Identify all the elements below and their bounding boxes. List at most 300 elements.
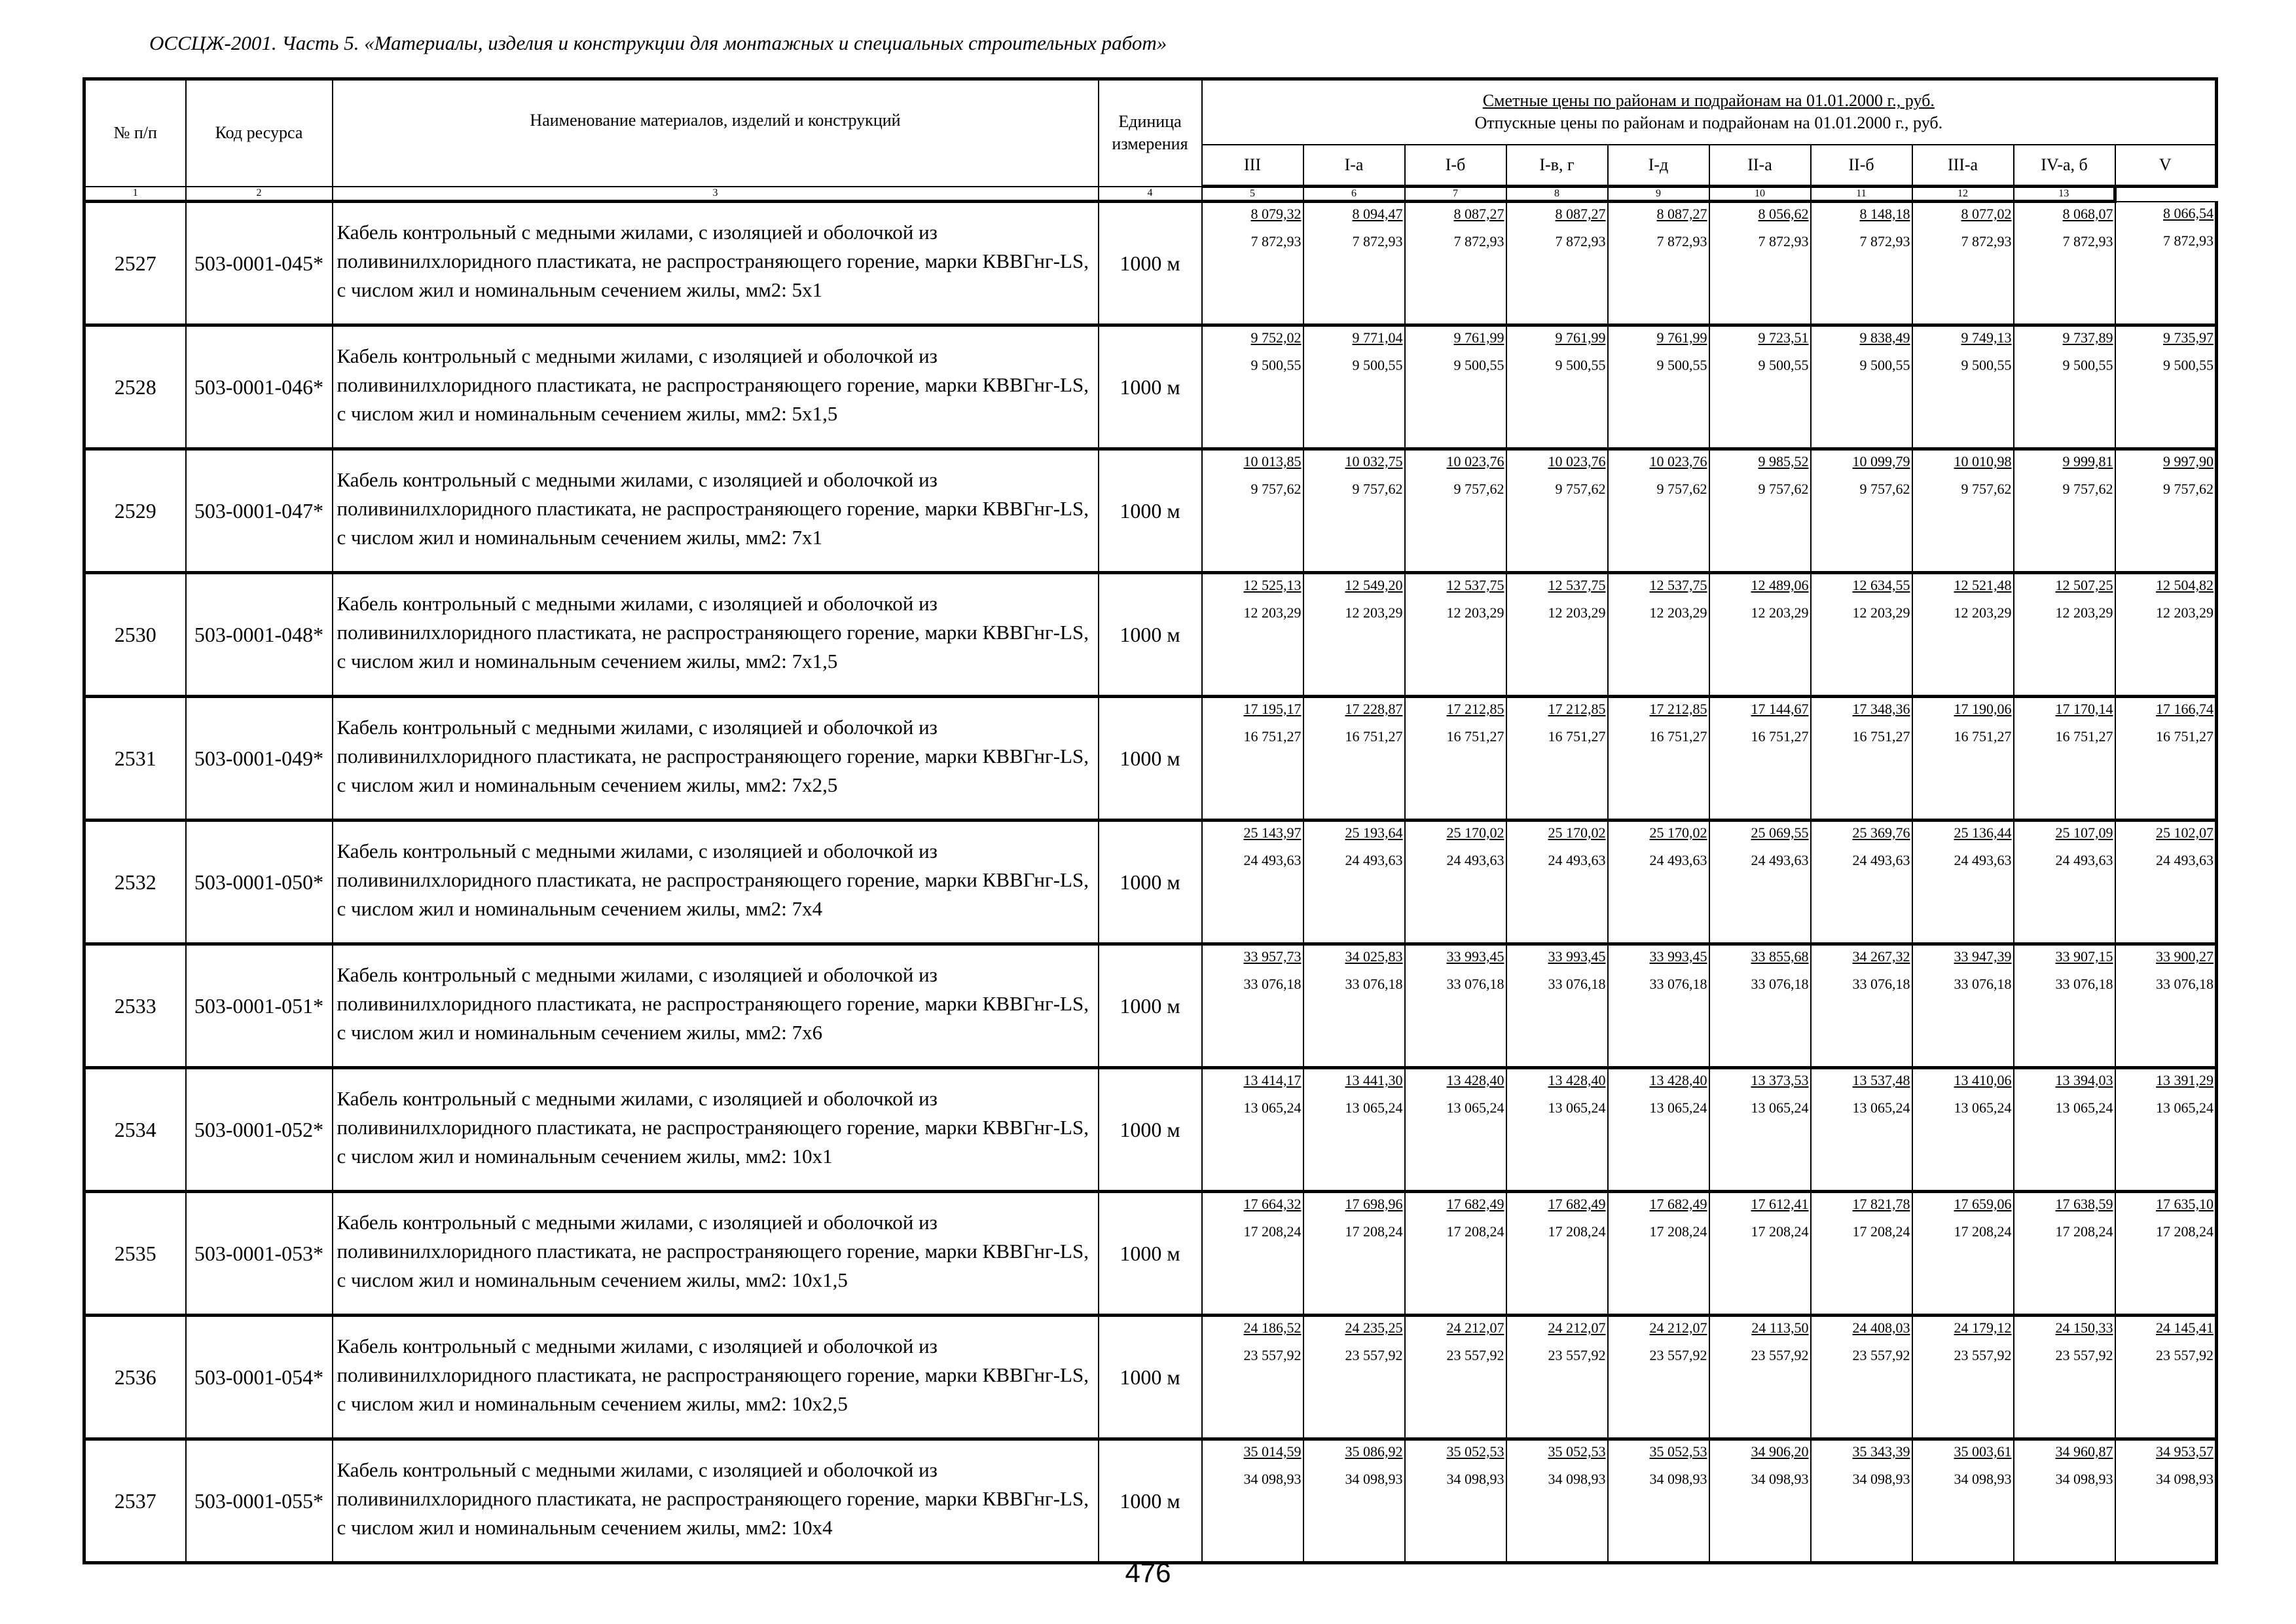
estimate-price: 8 066,54	[2163, 204, 2214, 221]
price-cell	[2115, 1068, 2217, 1192]
price-cell	[1811, 1068, 1912, 1192]
estimate-price: 8 056,62	[1758, 206, 1809, 222]
release-price: 34 098,93	[1852, 1471, 1910, 1488]
page-number: 476	[1125, 1557, 1171, 1588]
price-cell	[1303, 1439, 1405, 1563]
estimate-price: 24 150,33	[2055, 1320, 2113, 1336]
price-cell	[1506, 1316, 1608, 1439]
column-number: 4	[1099, 187, 1202, 202]
estimate-price: 24 186,52	[1243, 1320, 1302, 1336]
price-cell	[2014, 449, 2115, 573]
price-cell	[1709, 449, 1811, 573]
estimate-price: 17 612,41	[1751, 1196, 1809, 1212]
price-cell	[1912, 1316, 2014, 1439]
release-price: 9 757,62	[1961, 481, 2012, 498]
estimate-price: 13 391,29	[2156, 1072, 2214, 1088]
region-header: I-в, г	[1506, 145, 1608, 187]
release-price: 9 757,62	[1758, 481, 1809, 498]
release-price: 23 557,92	[1548, 1347, 1606, 1364]
estimate-price: 9 838,49	[1859, 329, 1910, 346]
estimate-price: 25 136,44	[1954, 824, 2012, 841]
release-price: 7 872,93	[1555, 233, 1606, 250]
release-price: 33 076,18	[1954, 976, 2012, 993]
estimate-price: 34 025,83	[1345, 948, 1403, 965]
price-cell	[1202, 1439, 1303, 1563]
release-price: 23 557,92	[1446, 1347, 1504, 1364]
item-name-cell: Кабель контрольный с медными жилами, с изоляцией и оболочкой из поливинилхлоридного пластиката, не распространяющего горение, марки КВВГнг-LS, с числом жил и номинальным сечением жилы, мм2: 10x4	[333, 1439, 1099, 1563]
price-cell	[1405, 1192, 1506, 1316]
release-price: 13 065,24	[1649, 1099, 1707, 1116]
release-price: 7 872,93	[1859, 233, 1910, 250]
row-number-cell: 2534	[84, 1068, 186, 1192]
estimate-price: 35 052,53	[1649, 1443, 1707, 1460]
release-price: 34 098,93	[1446, 1471, 1504, 1488]
column-number: 6	[1303, 187, 1405, 202]
release-price: 9 500,55	[1250, 357, 1302, 374]
estimate-price: 17 195,17	[1243, 701, 1302, 717]
release-price: 17 208,24	[2156, 1223, 2214, 1240]
price-cell	[1202, 202, 1303, 325]
release-price: 9 757,62	[1859, 481, 1910, 498]
release-price: 9 500,55	[1555, 357, 1606, 374]
release-price: 9 500,55	[1758, 357, 1809, 374]
release-price: 23 557,92	[1345, 1347, 1403, 1364]
price-cell	[1709, 821, 1811, 944]
release-price: 9 757,62	[1656, 481, 1707, 498]
estimate-price: 17 682,49	[1446, 1196, 1504, 1212]
release-price: 33 076,18	[1852, 976, 1910, 993]
price-cell	[2014, 325, 2115, 449]
release-price: 13 065,24	[1548, 1099, 1606, 1116]
price-cell	[1506, 697, 1608, 821]
price-cell	[1811, 1192, 1912, 1316]
resource-code-cell: 503-0001-045*	[186, 202, 333, 325]
price-cell	[1811, 449, 1912, 573]
table-row	[84, 697, 2217, 821]
release-price: 23 557,92	[1954, 1347, 2012, 1364]
price-cell	[1506, 1068, 1608, 1192]
release-price: 13 065,24	[2055, 1099, 2113, 1116]
price-cell	[1405, 821, 1506, 944]
price-cell	[1303, 1068, 1405, 1192]
release-price: 16 751,27	[1649, 728, 1707, 745]
estimate-price: 17 682,49	[1649, 1196, 1707, 1212]
estimate-price: 25 069,55	[1751, 824, 1809, 841]
item-name-cell: Кабель контрольный с медными жилами, с изоляцией и оболочкой из поливинилхлоридного пластиката, не распространяющего горение, марки КВВГнг-LS, с числом жил и номинальным сечением жилы, мм2: 7x6	[333, 944, 1099, 1068]
price-cell	[1506, 325, 1608, 449]
unit-cell: 1000 м	[1099, 202, 1202, 325]
estimate-price: 10 099,79	[1852, 453, 1910, 470]
estimate-price: 24 212,07	[1446, 1320, 1504, 1336]
price-cell	[1709, 697, 1811, 821]
release-price: 12 203,29	[1954, 604, 2012, 621]
item-name-cell: Кабель контрольный с медными жилами, с изоляцией и оболочкой из поливинилхлоридного пластиката, не распространяющего горение, марки КВВГнг-LS, с числом жил и номинальным сечением жилы, мм2: 7x1	[333, 449, 1099, 573]
release-price: 16 751,27	[1852, 728, 1910, 745]
unit-cell: 1000 м	[1099, 1068, 1202, 1192]
release-price: 9 757,62	[2062, 481, 2113, 498]
release-price: 17 208,24	[2055, 1223, 2113, 1240]
release-price: 16 751,27	[1751, 728, 1809, 745]
table-row	[84, 449, 2217, 573]
table-row	[84, 944, 2217, 1068]
release-price: 34 098,93	[2055, 1471, 2113, 1488]
estimate-price: 13 410,06	[1954, 1072, 2012, 1088]
table-row	[84, 325, 2217, 449]
estimate-price: 25 369,76	[1852, 824, 1910, 841]
estimate-price: 12 521,48	[1954, 577, 2012, 593]
release-price: 24 493,63	[2156, 852, 2214, 869]
price-cell	[1405, 944, 1506, 1068]
column-number: 7	[1405, 187, 1506, 202]
resource-code-cell: 503-0001-046*	[186, 325, 333, 449]
release-price: 17 208,24	[1345, 1223, 1403, 1240]
release-price: 9 500,55	[1961, 357, 2012, 374]
estimate-price: 12 504,82	[2156, 577, 2214, 593]
price-cell	[1912, 325, 2014, 449]
estimate-price: 24 408,03	[1852, 1320, 1910, 1336]
price-cell	[2115, 944, 2217, 1068]
release-price: 7 872,93	[2163, 232, 2214, 249]
release-price: 12 203,29	[1751, 604, 1809, 621]
table-row	[84, 821, 2217, 944]
item-name-cell: Кабель контрольный с медными жилами, с изоляцией и оболочкой из поливинилхлоридного пластиката, не распространяющего горение, марки КВВГнг-LS, с числом жил и номинальным сечением жилы, мм2: 10x2,5	[333, 1316, 1099, 1439]
price-cell	[1506, 821, 1608, 944]
release-price: 9 500,55	[2163, 357, 2214, 374]
price-cell	[1709, 1439, 1811, 1563]
price-cell	[1912, 821, 2014, 944]
release-price: 13 065,24	[1345, 1099, 1403, 1116]
estimate-price: 13 428,40	[1649, 1072, 1707, 1088]
release-price: 17 208,24	[1243, 1223, 1302, 1240]
header-price-group	[1202, 79, 2217, 145]
release-price: 17 208,24	[1954, 1223, 2012, 1240]
release-price: 9 500,55	[2062, 357, 2113, 374]
region-header: III-а	[1912, 145, 2014, 187]
price-cell	[1709, 1316, 1811, 1439]
estimate-price: 17 638,59	[2055, 1196, 2113, 1212]
estimate-price: 17 635,10	[2156, 1196, 2214, 1212]
region-header: II-б	[1811, 145, 1912, 187]
release-price: 16 751,27	[1446, 728, 1504, 745]
price-cell	[1405, 1068, 1506, 1192]
price-cell	[1912, 202, 2014, 325]
unit-cell: 1000 м	[1099, 449, 1202, 573]
price-cell	[2115, 1316, 2217, 1439]
price-cell	[1202, 944, 1303, 1068]
release-price: 16 751,27	[1548, 728, 1606, 745]
price-cell	[1506, 1192, 1608, 1316]
release-price: 33 076,18	[2156, 976, 2214, 993]
estimate-price: 10 023,76	[1548, 453, 1606, 470]
price-cell	[1811, 1316, 1912, 1439]
release-price: 7 872,93	[1250, 233, 1302, 250]
estimate-price: 12 525,13	[1243, 577, 1302, 593]
release-price: 23 557,92	[2156, 1347, 2214, 1364]
price-cell	[2115, 821, 2217, 944]
price-cell	[1912, 573, 2014, 697]
price-cell	[2115, 449, 2217, 573]
release-price: 23 557,92	[1751, 1347, 1809, 1364]
release-price: 16 751,27	[2156, 728, 2214, 745]
estimate-price: 13 414,17	[1243, 1072, 1302, 1088]
row-number-cell: 2535	[84, 1192, 186, 1316]
header-release-prices: Отпускные цены по районам и подрайонам на 01.01.2000 г., руб.	[1474, 113, 1943, 133]
release-price: 12 203,29	[1345, 604, 1403, 621]
release-price: 7 872,93	[1961, 233, 2012, 250]
release-price: 16 751,27	[1954, 728, 2012, 745]
estimate-price: 9 761,99	[1453, 329, 1504, 346]
estimate-price: 10 010,98	[1954, 453, 2012, 470]
estimate-price: 35 343,39	[1852, 1443, 1910, 1460]
release-price: 7 872,93	[1453, 233, 1504, 250]
release-price: 24 493,63	[1446, 852, 1504, 869]
release-price: 9 757,62	[1453, 481, 1504, 498]
column-number: 10	[1709, 187, 1811, 202]
estimate-price: 17 821,78	[1852, 1196, 1910, 1212]
estimate-price: 10 023,76	[1649, 453, 1707, 470]
estimate-price: 10 032,75	[1345, 453, 1403, 470]
price-cell	[1912, 1068, 2014, 1192]
estimate-price: 25 143,97	[1243, 824, 1302, 841]
price-cell	[1608, 202, 1709, 325]
estimate-price: 25 170,02	[1548, 824, 1606, 841]
release-price: 12 203,29	[2156, 604, 2214, 621]
price-cell	[2115, 202, 2217, 325]
estimate-price: 33 947,39	[1954, 948, 2012, 965]
resource-code-cell: 503-0001-054*	[186, 1316, 333, 1439]
price-cell	[1811, 325, 1912, 449]
price-cell	[2115, 573, 2217, 697]
price-cell	[2014, 1316, 2115, 1439]
price-cell	[1811, 1439, 1912, 1563]
release-price: 9 757,62	[1555, 481, 1606, 498]
price-cell	[1811, 573, 1912, 697]
estimate-price: 24 212,07	[1548, 1320, 1606, 1336]
price-cell	[1303, 202, 1405, 325]
price-cell	[1202, 449, 1303, 573]
price-cell	[1202, 325, 1303, 449]
price-cell	[1811, 944, 1912, 1068]
price-cell	[1608, 325, 1709, 449]
estimate-price: 9 761,99	[1555, 329, 1606, 346]
estimate-price: 33 855,68	[1751, 948, 1809, 965]
release-price: 13 065,24	[1954, 1099, 2012, 1116]
estimate-price: 9 761,99	[1656, 329, 1707, 346]
unit-cell: 1000 м	[1099, 1316, 1202, 1439]
estimate-price: 33 957,73	[1243, 948, 1302, 965]
price-cell	[1405, 1316, 1506, 1439]
estimate-price: 13 394,03	[2055, 1072, 2113, 1088]
region-header: I-д	[1608, 145, 1709, 187]
estimate-price: 25 170,02	[1649, 824, 1707, 841]
item-name-cell: Кабель контрольный с медными жилами, с изоляцией и оболочкой из поливинилхлоридного пластиката, не распространяющего горение, марки КВВГнг-LS, с числом жил и номинальным сечением жилы, мм2: 10x1	[333, 1068, 1099, 1192]
release-price: 24 493,63	[2055, 852, 2113, 869]
unit-cell: 1000 м	[1099, 697, 1202, 821]
release-price: 17 208,24	[1649, 1223, 1707, 1240]
price-cell	[1405, 1439, 1506, 1563]
estimate-price: 17 166,74	[2156, 701, 2214, 717]
estimate-price: 13 441,30	[1345, 1072, 1403, 1088]
price-cell	[1912, 1439, 2014, 1563]
estimate-price: 8 094,47	[1352, 206, 1403, 222]
row-number-cell: 2530	[84, 573, 186, 697]
estimate-price: 9 735,97	[2163, 329, 2214, 346]
price-cell	[1506, 202, 1608, 325]
price-cell	[2014, 697, 2115, 821]
price-cell	[1608, 697, 1709, 821]
release-price: 13 065,24	[1751, 1099, 1809, 1116]
release-price: 33 076,18	[1446, 976, 1504, 993]
estimate-price: 25 102,07	[2156, 824, 2214, 841]
estimate-price: 35 086,92	[1345, 1443, 1403, 1460]
price-cell	[1608, 1439, 1709, 1563]
column-number: 9	[1608, 187, 1709, 202]
price-cell	[1709, 325, 1811, 449]
release-price: 9 757,62	[1250, 481, 1302, 498]
estimate-price: 10 013,85	[1243, 453, 1302, 470]
estimate-price: 9 997,90	[2163, 453, 2214, 470]
price-cell	[1506, 1439, 1608, 1563]
price-cell	[1608, 1068, 1709, 1192]
region-header: V	[2115, 145, 2217, 187]
row-number-cell: 2529	[84, 449, 186, 573]
unit-cell: 1000 м	[1099, 325, 1202, 449]
estimate-price: 8 087,27	[1555, 206, 1606, 222]
unit-cell: 1000 м	[1099, 1192, 1202, 1316]
release-price: 33 076,18	[1649, 976, 1707, 993]
release-price: 34 098,93	[1243, 1471, 1302, 1488]
estimate-price: 8 077,02	[1961, 206, 2012, 222]
table-row	[84, 1316, 2217, 1439]
price-cell	[1405, 573, 1506, 697]
price-cell	[1608, 1192, 1709, 1316]
release-price: 34 098,93	[1649, 1471, 1707, 1488]
item-name-cell: Кабель контрольный с медными жилами, с изоляцией и оболочкой из поливинилхлоридного пластиката, не распространяющего горение, марки КВВГнг-LS, с числом жил и номинальным сечением жилы, мм2: 5x1,5	[333, 325, 1099, 449]
estimate-price: 33 993,45	[1548, 948, 1606, 965]
release-price: 24 493,63	[1649, 852, 1707, 869]
price-cell	[1709, 1068, 1811, 1192]
row-number-cell: 2531	[84, 697, 186, 821]
release-price: 13 065,24	[1852, 1099, 1910, 1116]
estimate-price: 25 193,64	[1345, 824, 1403, 841]
estimate-price: 17 698,96	[1345, 1196, 1403, 1212]
price-cell	[1811, 697, 1912, 821]
estimate-price: 34 960,87	[2055, 1443, 2113, 1460]
row-number-cell: 2527	[84, 202, 186, 325]
estimate-price: 35 052,53	[1548, 1443, 1606, 1460]
region-header: III	[1202, 145, 1303, 187]
release-price: 16 751,27	[2055, 728, 2113, 745]
row-number-cell: 2536	[84, 1316, 186, 1439]
estimate-price: 33 993,45	[1649, 948, 1707, 965]
release-price: 12 203,29	[1548, 604, 1606, 621]
estimate-price: 17 144,67	[1751, 701, 1809, 717]
estimate-price: 33 993,45	[1446, 948, 1504, 965]
estimate-price: 9 771,04	[1352, 329, 1403, 346]
release-price: 7 872,93	[1352, 233, 1403, 250]
estimate-price: 13 373,53	[1751, 1072, 1809, 1088]
price-cell	[1303, 821, 1405, 944]
price-cell	[1405, 449, 1506, 573]
table-row	[84, 573, 2217, 697]
price-cell	[1811, 821, 1912, 944]
price-cell	[2115, 697, 2217, 821]
price-cell	[1912, 449, 2014, 573]
release-price: 16 751,27	[1243, 728, 1302, 745]
resource-code-cell: 503-0001-047*	[186, 449, 333, 573]
estimate-price: 17 228,87	[1345, 701, 1403, 717]
price-table	[82, 77, 2218, 1564]
release-price: 24 493,63	[1548, 852, 1606, 869]
release-price: 12 203,29	[2055, 604, 2113, 621]
release-price: 9 500,55	[1352, 357, 1403, 374]
unit-cell: 1000 м	[1099, 821, 1202, 944]
column-number: 8	[1506, 187, 1608, 202]
column-number: 13	[2014, 187, 2115, 202]
price-cell	[1303, 1192, 1405, 1316]
release-price: 17 208,24	[1852, 1223, 1910, 1240]
estimate-price: 17 212,85	[1548, 701, 1606, 717]
release-price: 9 500,55	[1453, 357, 1504, 374]
item-name-cell: Кабель контрольный с медными жилами, с изоляцией и оболочкой из поливинилхлоридного пластиката, не распространяющего горение, марки КВВГнг-LS, с числом жил и номинальным сечением жилы, мм2: 7x4	[333, 821, 1099, 944]
region-header: IV-а, б	[2014, 145, 2115, 187]
estimate-price: 8 148,18	[1859, 206, 1910, 222]
region-header: I-а	[1303, 145, 1405, 187]
estimate-price: 25 107,09	[2055, 824, 2113, 841]
table-row	[84, 1192, 2217, 1316]
release-price: 24 493,63	[1345, 852, 1403, 869]
header-code: Код ресурса	[186, 79, 333, 187]
estimate-price: 24 212,07	[1649, 1320, 1707, 1336]
item-name-cell: Кабель контрольный с медными жилами, с изоляцией и оболочкой из поливинилхлоридного пластиката, не распространяющего горение, марки КВВГнг-LS, с числом жил и номинальным сечением жилы, мм2: 7x2,5	[333, 697, 1099, 821]
header-n: № п/п	[84, 79, 186, 187]
price-cell	[2115, 1192, 2217, 1316]
resource-code-cell: 503-0001-049*	[186, 697, 333, 821]
region-header: II-а	[1709, 145, 1811, 187]
release-price: 24 493,63	[1954, 852, 2012, 869]
estimate-price: 12 634,55	[1852, 577, 1910, 593]
release-price: 17 208,24	[1751, 1223, 1809, 1240]
estimate-price: 33 900,27	[2156, 948, 2214, 965]
estimate-price: 8 087,27	[1453, 206, 1504, 222]
document-header: ОССЦЖ-2001. Часть 5. «Материалы, изделия и конструкции для монтажных и специальных строительных работ»	[149, 31, 1167, 54]
estimate-price: 13 428,40	[1446, 1072, 1504, 1088]
price-cell	[1405, 697, 1506, 821]
price-cell	[1912, 697, 2014, 821]
column-number: 3	[333, 187, 1099, 202]
price-cell	[1912, 944, 2014, 1068]
estimate-price: 34 267,32	[1852, 948, 1910, 965]
estimate-price: 12 489,06	[1751, 577, 1809, 593]
price-cell	[1608, 1316, 1709, 1439]
estimate-price: 24 145,41	[2156, 1320, 2214, 1336]
release-price: 34 098,93	[1548, 1471, 1606, 1488]
release-price: 23 557,92	[2055, 1347, 2113, 1364]
price-cell	[2014, 1068, 2115, 1192]
price-cell	[1912, 1192, 2014, 1316]
price-cell	[1303, 573, 1405, 697]
release-price: 7 872,93	[1656, 233, 1707, 250]
column-number: 12	[1912, 187, 2014, 202]
release-price: 9 500,55	[1656, 357, 1707, 374]
estimate-price: 35 014,59	[1243, 1443, 1302, 1460]
price-cell	[2115, 1439, 2217, 1563]
item-name-cell: Кабель контрольный с медными жилами, с изоляцией и оболочкой из поливинилхлоридного пластиката, не распространяющего горение, марки КВВГнг-LS, с числом жил и номинальным сечением жилы, мм2: 5x1	[333, 202, 1099, 325]
release-price: 9 757,62	[1352, 481, 1403, 498]
price-cell	[1202, 573, 1303, 697]
price-cell	[1506, 449, 1608, 573]
column-number: 1	[84, 187, 186, 202]
